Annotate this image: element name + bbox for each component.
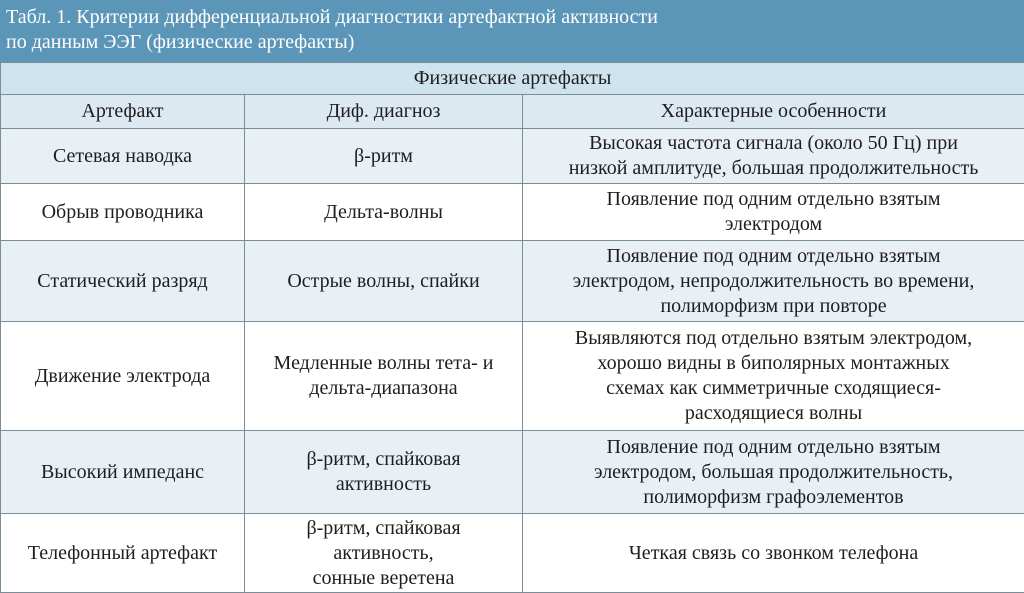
table-row: [1, 241, 1024, 322]
table-row: [1, 322, 1024, 431]
diagnosis-cell: [245, 241, 523, 322]
features-line: Четкая связь со звонком телефона: [628, 541, 919, 564]
diagnosis-cell: [245, 514, 523, 593]
features-line: Высокая частота сигнала (около 50 Гц) при: [589, 132, 958, 154]
features-cell: [523, 129, 1024, 184]
table-row: [1, 514, 1024, 593]
caption-line-2: по данным ЭЭГ (физические артефакты): [6, 31, 355, 53]
artifact-cell: Статический разряд: [1, 241, 245, 322]
diagnosis-cell: [245, 184, 523, 241]
features-line: электродом, большая продолжительность,: [593, 460, 954, 483]
diagnosis-line: дельта-диапазона: [309, 377, 458, 399]
column-header-diagnosis: Диф. диагноз: [245, 95, 523, 129]
diagnosis-line: сонные веретена: [312, 566, 455, 589]
diagnosis-line: β-ритм, спайковая: [306, 516, 461, 539]
features-line: полиморфизм при повторе: [660, 294, 887, 317]
features-line: Выявляются под отдельно взятым электродом,: [574, 327, 973, 349]
diagnosis-line: активность,: [333, 541, 434, 564]
features-cell: [523, 431, 1024, 514]
diagnosis-line: активность: [335, 473, 432, 495]
section-header-row: [1, 63, 1024, 95]
features-line: хорошо видны в биполярных монтажных: [597, 352, 950, 374]
table-caption: [0, 0, 1024, 62]
features-line: Появление под одним отдельно взятым: [606, 435, 941, 458]
diagnosis-line: β-ритм: [354, 144, 413, 167]
table-row: [1, 129, 1024, 184]
artifact-cell: Движение электрода: [1, 322, 245, 431]
features-line: схемах как симметричные сходящиеся-: [606, 377, 941, 399]
table-row: [1, 184, 1024, 241]
diagnosis-cell: [245, 431, 523, 514]
section-title: Физические артефакты: [1, 63, 1024, 95]
diagnosis-cell: [245, 129, 523, 184]
features-line: низкой амплитуде, большая продолжительность: [568, 157, 979, 179]
table-row: [1, 431, 1024, 514]
artifact-cell: Обрыв проводника: [1, 184, 245, 241]
features-line: расходящиеся волны: [684, 402, 863, 424]
diagnosis-line: β-ритм, спайковая: [306, 448, 461, 470]
diagnosis-line: Дельта-волны: [324, 200, 443, 223]
features-line: Появление под одним отдельно взятым: [606, 244, 941, 267]
column-header-artifact: Артефакт: [1, 95, 245, 129]
artifact-cell: Сетевая наводка: [1, 129, 245, 184]
features-cell: [523, 322, 1024, 431]
diagnosis-cell: [245, 322, 523, 431]
features-cell: [523, 184, 1024, 241]
caption-line-1: Табл. 1. Критерии дифференциальной диагностики артефактной активности: [6, 6, 658, 28]
diagnosis-line: Медленные волны тета- и: [273, 352, 494, 374]
column-header-row: [1, 95, 1024, 129]
diagnosis-line: Острые волны, спайки: [287, 269, 480, 292]
features-cell: [523, 514, 1024, 593]
features-line: Появление под одним отдельно взятым: [606, 188, 941, 210]
features-cell: [523, 241, 1024, 322]
artifact-table: [0, 62, 1024, 593]
features-line: полиморфизм графоэлементов: [643, 485, 904, 508]
artifact-cell: Телефонный артефакт: [1, 514, 245, 593]
features-line: электродом, непродолжительность во времени,: [572, 269, 975, 292]
artifact-cell: Высокий импеданс: [1, 431, 245, 514]
column-header-features: Характерные особенности: [523, 95, 1024, 129]
features-line: электродом: [724, 213, 823, 235]
